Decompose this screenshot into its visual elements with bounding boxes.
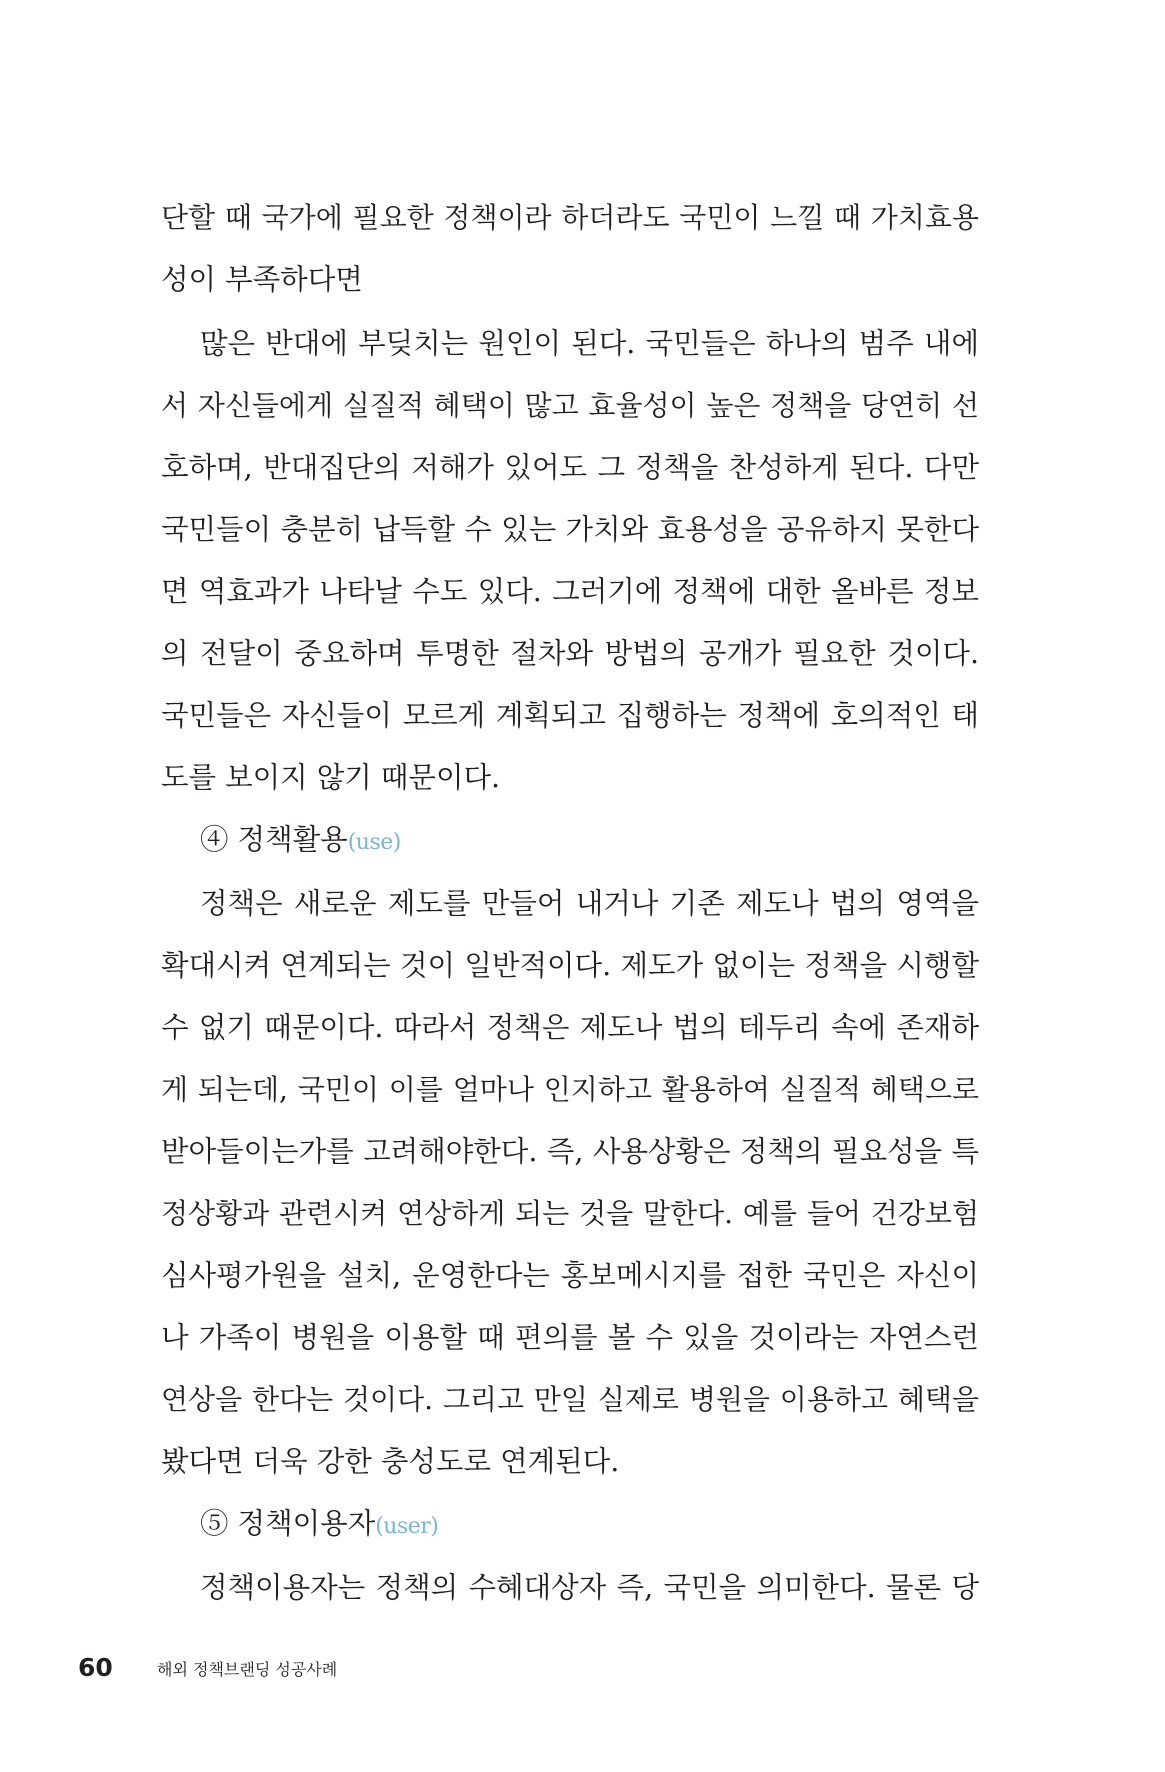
page-number: 60 bbox=[78, 1653, 113, 1682]
body-line: 정책은 새로운 제도를 만들어 내거나 기존 제도나 법의 영역을 bbox=[200, 887, 979, 920]
body-line: 정상황과 관련시켜 연상하게 되는 것을 말한다. 예를 들어 건강보험 bbox=[161, 1197, 979, 1230]
body-line: 단할 때 국가에 필요한 정책이라 하더라도 국민이 느낄 때 가치효용 bbox=[161, 201, 979, 234]
body-line: 호하며, 반대집단의 저해가 있어도 그 정책을 찬성하게 된다. 다만 bbox=[161, 451, 979, 484]
body-line: 연상을 한다는 것이다. 그리고 만일 실제로 병원을 이용하고 혜택을 bbox=[161, 1383, 979, 1416]
body-line: 국민들이 충분히 납득할 수 있는 가치와 효용성을 공유하지 못한다 bbox=[161, 513, 979, 546]
body-line: 도를 보이지 않기 때문이다. bbox=[161, 761, 501, 794]
body-line: 수 없기 때문이다. 따라서 정책은 제도나 법의 테두리 속에 존재하 bbox=[161, 1011, 979, 1044]
section-title: ⑤ 정책이용자 bbox=[200, 1507, 376, 1540]
body-line: 국민들은 자신들이 모르게 계획되고 집행하는 정책에 호의적인 태 bbox=[161, 699, 979, 732]
section-title-english: (use) bbox=[347, 830, 401, 855]
section-heading-use bbox=[200, 820, 401, 863]
body-line: 게 되는데, 국민이 이를 얼마나 인지하고 활용하여 실질적 혜택으로 bbox=[161, 1073, 979, 1106]
body-line: 심사평가원을 설치, 운영한다는 홍보메시지를 접한 국민은 자신이 bbox=[161, 1259, 979, 1292]
body-line: 봤다면 더욱 강한 충성도로 연계된다. bbox=[161, 1445, 620, 1478]
body-line: 면 역효과가 나타날 수도 있다. 그러기에 정책에 대한 올바른 정보 bbox=[161, 575, 979, 608]
body-line: 받아들이는가를 고려해야한다. 즉, 사용상황은 정책의 필요성을 특 bbox=[161, 1135, 979, 1168]
body-line: 정책이용자는 정책의 수혜대상자 즉, 국민을 의미한다. 물론 당 bbox=[200, 1571, 979, 1604]
body-line: 성이 부족하다면 bbox=[161, 263, 363, 296]
body-line: 나 가족이 병원을 이용할 때 편의를 볼 수 있을 것이라는 자연스런 bbox=[161, 1321, 979, 1354]
body-line: 서 자신들에게 실질적 혜택이 많고 효율성이 높은 정책을 당연히 선 bbox=[161, 389, 979, 422]
body-line: 의 전달이 중요하며 투명한 절차와 방법의 공개가 필요한 것이다. bbox=[161, 637, 979, 670]
section-title-english: (user) bbox=[375, 1514, 439, 1539]
running-footer-title: 해외 정책브랜딩 성공사례 bbox=[157, 1660, 338, 1679]
section-title: ④ 정책활용 bbox=[200, 823, 348, 856]
body-line: 많은 반대에 부딪치는 원인이 된다. 국민들은 하나의 범주 내에 bbox=[200, 327, 979, 360]
body-line: 확대시켜 연계되는 것이 일반적이다. 제도가 없이는 정책을 시행할 bbox=[161, 949, 979, 982]
section-heading-user bbox=[200, 1504, 438, 1547]
